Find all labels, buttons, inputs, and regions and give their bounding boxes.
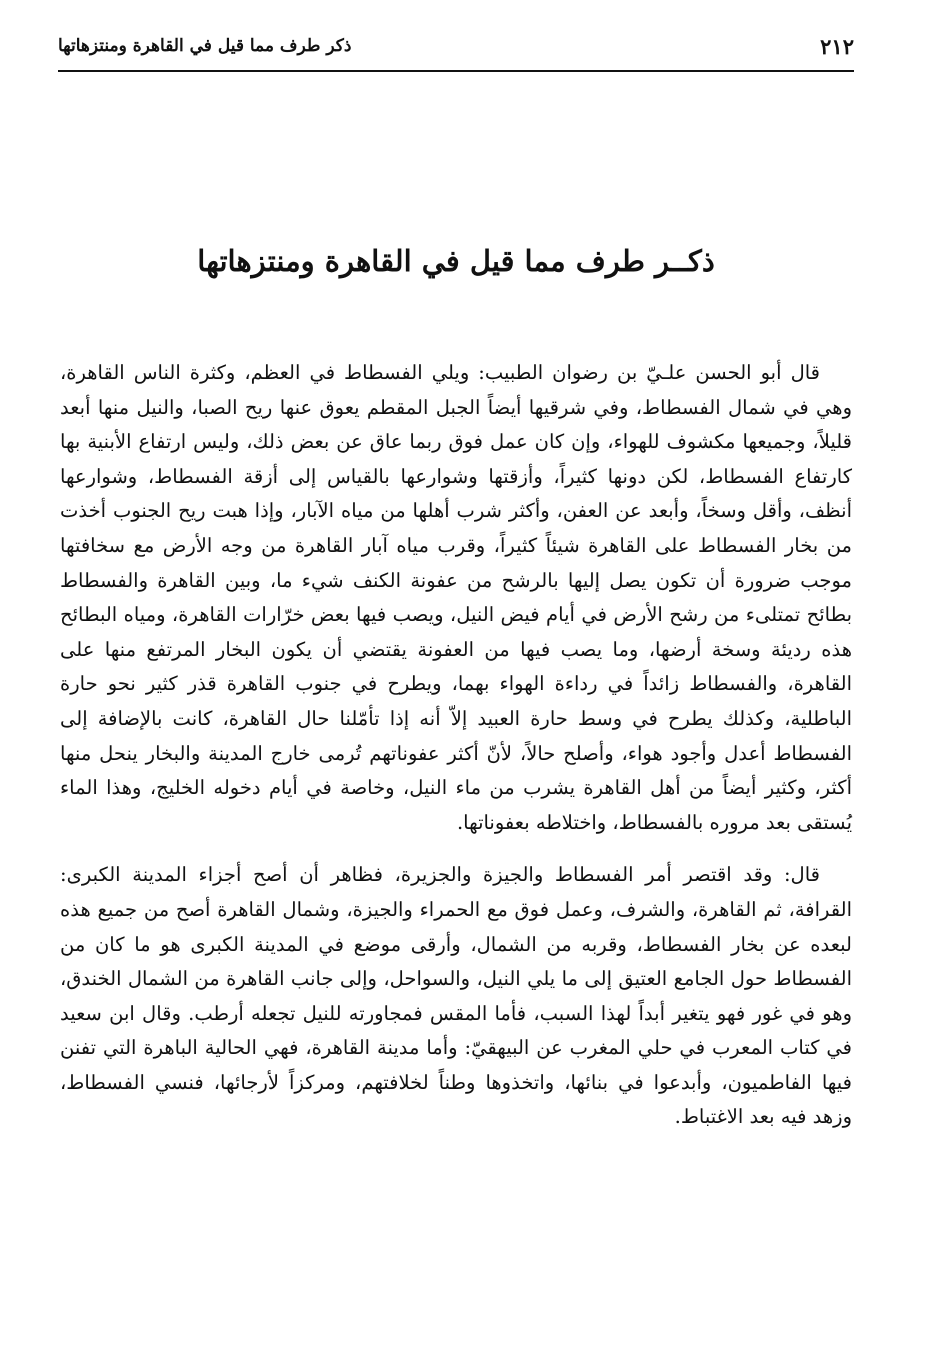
paragraph-ibn-said: قال: وقد اقتصر أمر الفسطاط والجيزة والجزيرة، فظاهر أن أصح أجزاء المدينة الكبرى: القرافة، ثم القاهرة، والشرف، وعمل فوق مع الحمراء والجيزة، وشمال القاهرة أصح من جميع هذه لبعده عن بخار الفسطاط، وقربه من الشمال، وأرقى موضع في المدينة الكبرى هو ما كان من الفسطاط حول الجامع العتيق إلى ما يلي النيل، والسواحل، وإلى جانب القاهرة من الشمال الخندق، وهو في غور فهو يتغير أبداً لهذا السبب، فأما المقس فمجاورته للنيل تجعله أرطب. وقال ابن سعيد في كتاب المعرب في حلي المغرب عن البيهقيّ: وأما مدينة القاهرة، فهي الحالية الباهرة التي تفنن فيها الفاطميون، وأبدعوا في بنائها، واتخذوها وطناً لخلافتهم، ومركزاً لأرجائها، فنسي الفسطاط، وزهد فيه بعد الاغتباط.	[60, 863, 852, 1129]
running-header	[58, 28, 854, 64]
paragraph-ibn-ridwan: قال أبو الحسن علـيّ بن رضوان الطبيب: ويلي الفسطاط في العظم، وكثرة الناس القاهرة، وهي في شمال الفسطاط، وفي شرقيها أيضاً الجبل المقطم يعوق عنها ريح الصبا، والنيل منها أبعد قليلاً، وجميعها مكشوف للهواء، وإن كان عمل فوق ربما عاق عن بعض ذلك، وليس ارتفاع الأبنية بها كارتفاع الفسطاط، لكن دونها كثيراً، وأزقتها وشوارعها بالقياس إلى أزقة الفسطاط، وشوارعها أنظف، وأقل وسخاً، وأبعد عن العفن، وأكثر شرب أهلها من مياه الآبار، وإذا هبت ريح الجنوب أخذت من بخار الفسطاط على القاهرة شيئاً كثيراً، وقرب مياه آبار القاهرة من وجه الأرض مع سخافتها موجب ضرورة أن تكون يصل إليها بالرشح من عفونة الكنف شيء ما، وبين القاهرة والفسطاط بطائح تمتلىء من رشح الأرض في أيام فيض النيل، ويصب فيها بعض خرّارات القاهرة، ومياه البطائح هذه رديئة وسخة أرضها، وما يصب فيها من العفونة يقتضي أن يكون البخار المرتفع منها على القاهرة، والفسطاط زائداً في رداءة الهواء بهما، ويطرح في جنوب القاهرة قذر كثير نحو حارة الباطلية، وكذلك يطرح في وسط حارة العبيد إلاّ أنه إذا تأمّلنا حال القاهرة، كانت بالإضافة إلى الفسطاط أعدل وأجود هواء، وأصلح حالاً، لأنّ أكثر عفوناتهم تُرمى خارج المدينة والبخار ينحل منها أكثر، وكثير أيضاً من أهل القاهرة يشرب من ماء النيل، وخاصة في أيام دخوله الخليج، وهذا الماء يُستقى بعد مروره بالفسطاط، واختلاطه بعفوناتها.	[60, 361, 853, 834]
body-text	[60, 356, 852, 1135]
running-title: ذكر طرف مما قيل في القاهرة ومنتزهاتها	[58, 36, 352, 56]
header-divider	[58, 70, 854, 72]
page-number: ٢١٢	[820, 33, 854, 59]
chapter-title: ذكــر طرف مما قيل في القاهرة ومنتزهاتها	[197, 244, 715, 278]
